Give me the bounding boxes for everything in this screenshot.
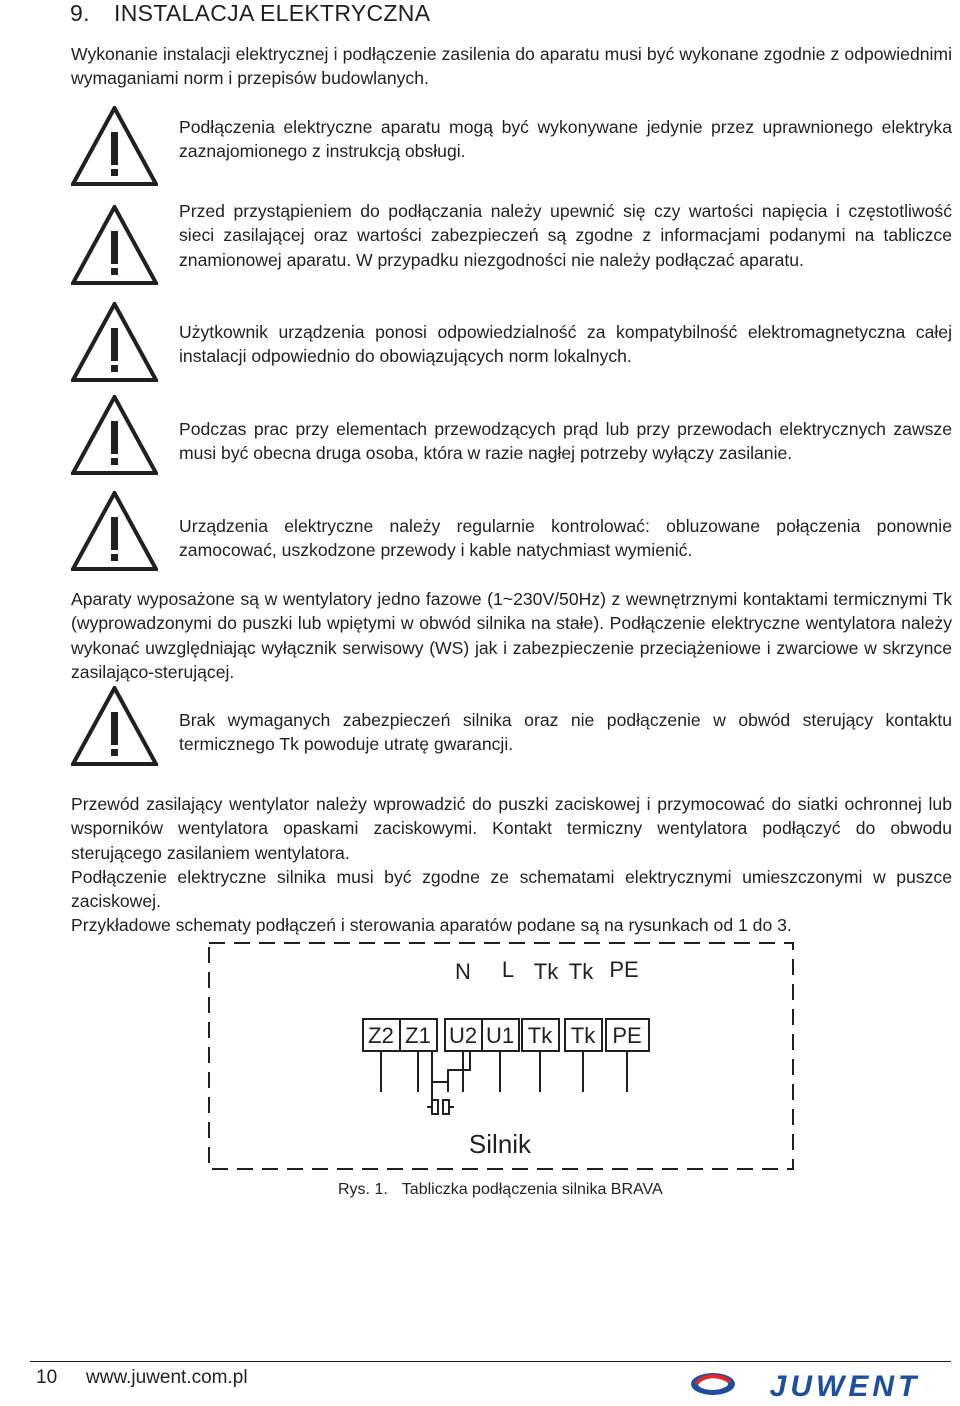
motor-wires (381, 1051, 627, 1100)
warning-triangle-icon (71, 205, 158, 285)
warning-text-emc: Użytkownik urządzenia ponosi odpowiedzialność za kompatybilność elektromagnetyczna całej instalacji odpowiednio do obowiązujących norm lokalnych. (179, 322, 952, 367)
warning-text-inspection: Urządzenia elektryczne należy regularnie kontrolować: obluzowane połączenia ponownie zamocować, uszkodzone przewody i kable natychmiast wymienić. (179, 516, 952, 561)
warning-text-voltage: Przed przystąpieniem do podłączania należy upewnić się czy wartości napięcia i częstotliwość sieci zasilającej oraz wartości zabezpieczeń są zgodne z informacjami podanymi na tabliczce znamionowej aparatu. W przypadku niezgodności nie należy podłączać aparatu. (179, 201, 952, 270)
fans-paragraph (71, 587, 952, 684)
warning-triangle-icon (71, 302, 158, 382)
closing-text-schematics: Podłączenie elektryczne silnika musi być zgodne ze schematami elektrycznymi umieszczonymi w puszce zaciskowej. (71, 866, 952, 912)
top-label-pe: PE (609, 957, 639, 982)
warning-triangle-icon (71, 106, 158, 186)
top-label-tk-2: Tk (568, 959, 594, 984)
intro-paragraph (71, 42, 952, 91)
terminal-u1: U1 (485, 1023, 515, 1048)
website-link[interactable]: www.juwent.com.pl (86, 1367, 248, 1388)
logo-emblem-icon (691, 1373, 735, 1395)
motor-label: Silnik (468, 1129, 532, 1159)
warning-triangle-icon (71, 686, 158, 766)
intro-text: Wykonanie instalacji elektrycznej i podłączenie zasilenia do aparatu musi być wykonane zgodnie z odpowiednimi wymaganiami norm i przepisów budowlanych. (71, 44, 952, 89)
terminal-z1: Z1 (405, 1023, 431, 1048)
capacitor-icon (427, 1100, 454, 1114)
warning-text-warranty: Brak wymaganych zabezpieczeń silnika oraz nie podłączenie w obwód sterujący kontaktu termicznego Tk powoduje utratę gwarancji. (179, 710, 952, 755)
fans-text: Aparaty wyposażone są w wentylatory jedno fazowe (1~230V/50Hz) z wewnętrznymi kontaktami termicznymi Tk (wyprowadzonymi do puszki lub wpiętymi w obwód silnika na stałe). Podłączenie elektryczne wentylatora należy wykonać uwzględniając wyłącznik serwisowy (WS) jak i zabezpieczenie przeciążeniowe i zwarciowe w skrzynce zasilająco-sterującej. (71, 589, 952, 682)
footer-divider (30, 1361, 951, 1362)
figure-caption (338, 1181, 677, 1199)
figure-number: Rys. 1. (338, 1181, 388, 1198)
terminal-tk-1: Tk (527, 1023, 553, 1048)
terminal-z2: Z2 (368, 1023, 394, 1048)
terminal-u2: U2 (448, 1023, 478, 1048)
juwent-logo (690, 1368, 952, 1400)
section-title: INSTALACJA ELEKTRYCZNA (114, 0, 431, 26)
warning-text-electrician: Podłączenia elektryczne aparatu mogą być wykonywane jedynie przez uprawnionego elektryka zaznajomionego z instrukcją obsługi. (179, 117, 952, 162)
section-heading (70, 0, 430, 27)
closing-paragraphs (71, 792, 952, 938)
section-number: 9. (70, 0, 90, 26)
top-label-tk-1: Tk (533, 959, 559, 984)
top-label-n: N (455, 959, 471, 984)
terminal-tk-2: Tk (570, 1023, 596, 1048)
warning-triangle-icon (71, 395, 158, 475)
closing-text-cable: Przewód zasilający wentylator należy wprowadzić do puszki zaciskowej i przymocować do siatki ochronnej lub wsporników wentylatora opaskami zaciskowymi. Kontakt termiczny wentylatora podłączyć do obwodu sterującego zasilaniem wentylatora. (71, 794, 952, 863)
page-number: 10 (36, 1367, 58, 1388)
motor-terminal-diagram (208, 942, 794, 1170)
figure-title: Tabliczka podłączenia silnika BRAVA (401, 1181, 663, 1198)
warning-triangle-icon (71, 491, 158, 571)
closing-text-figures: Przykładowe schematy podłączeń i sterowania aparatów podane są na rysunkach od 1 do 3. (71, 915, 792, 936)
logo-text: JUWENT (769, 1370, 921, 1400)
terminal-pe: PE (612, 1023, 642, 1048)
top-label-l: L (501, 957, 515, 982)
warning-text-second-person: Podczas prac przy elementach przewodzących prąd lub przy przewodach elektrycznych zawsze musi być obecna druga osoba, która w razie nagłej potrzeby wyłączy zasilanie. (179, 419, 952, 464)
